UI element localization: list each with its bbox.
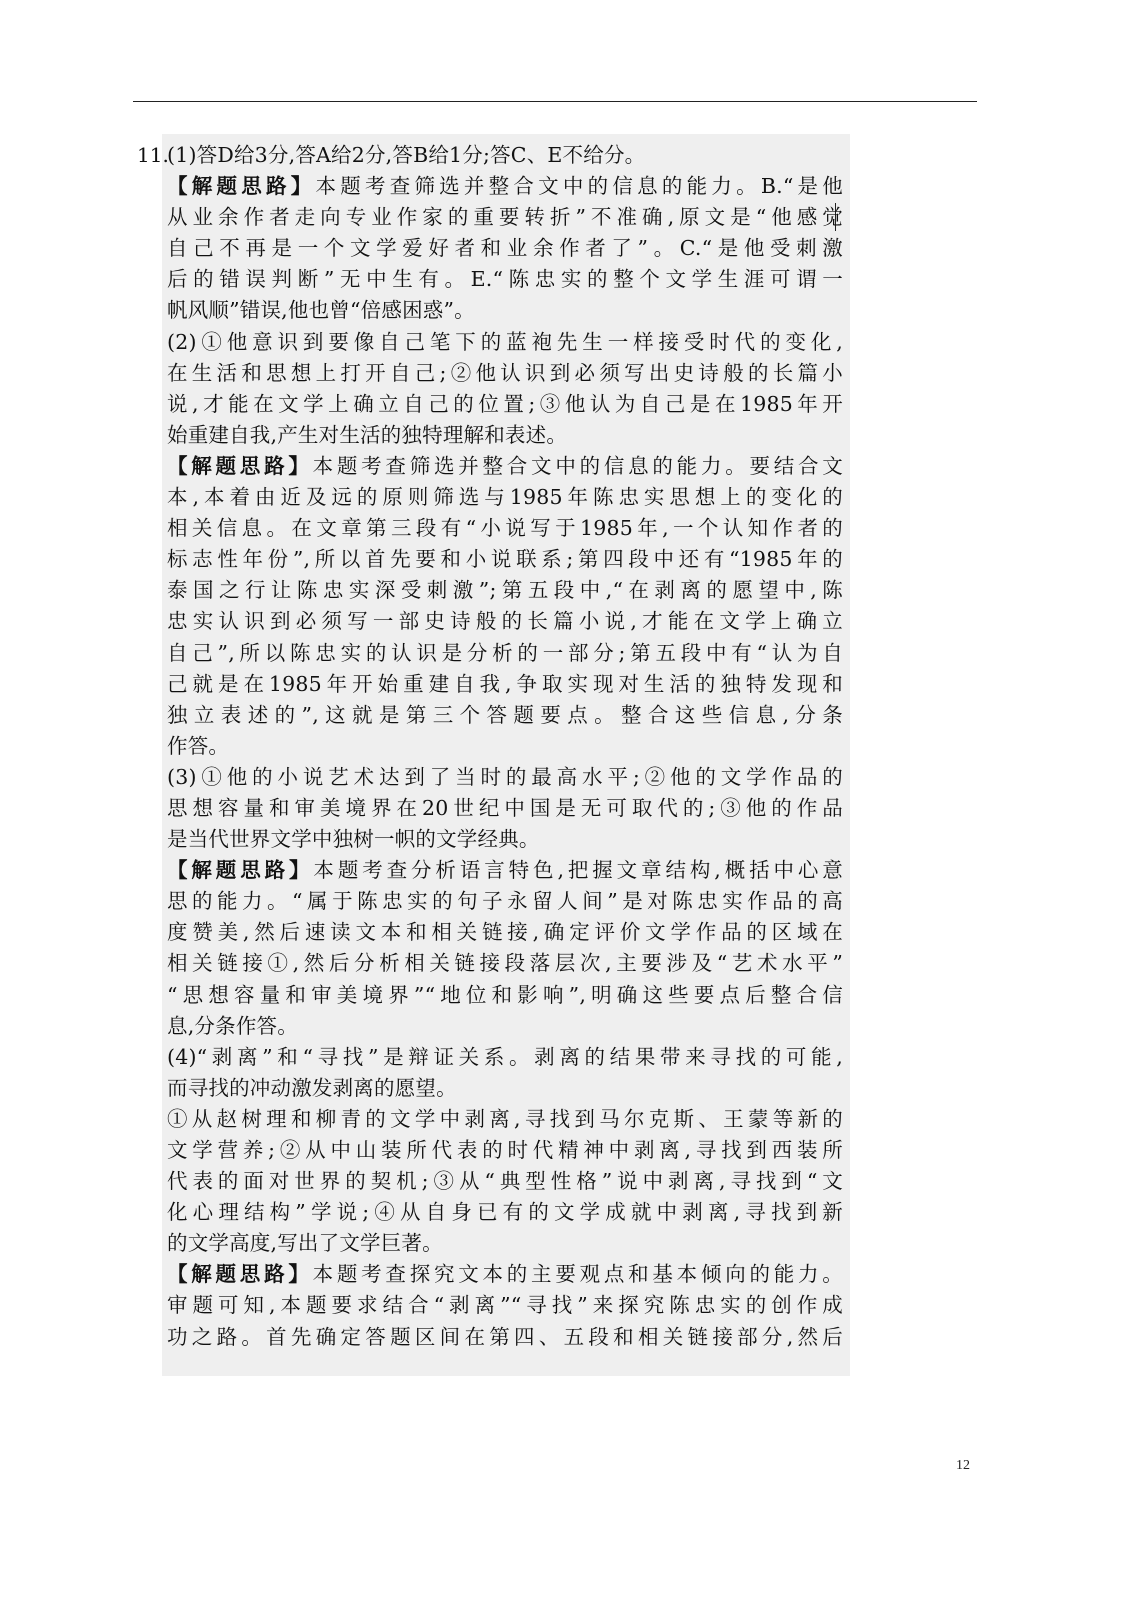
answer-line bbox=[167, 1166, 843, 1197]
answer-line bbox=[167, 1290, 843, 1321]
answer-line bbox=[167, 793, 843, 824]
answer-line-text: 功之路。首先确定答题区间在第四、五段和相关链接部分,然后 bbox=[167, 1324, 843, 1349]
answer-line bbox=[167, 451, 843, 482]
answer-line-text: 思的能力。“属于陈忠实的句子永留人间”是对陈忠实作品的高 bbox=[167, 889, 843, 914]
answer-line-text: 自己不再是一个文学爱好者和业余作者了”。C.“是他受刺激 bbox=[167, 236, 843, 261]
answer-line bbox=[167, 700, 843, 731]
answer-line bbox=[167, 482, 843, 513]
answer-line-text: 审题可知,本题要求结合“剥离”“寻找”来探究陈忠实的创作成 bbox=[167, 1293, 843, 1318]
answer-line bbox=[167, 980, 843, 1011]
answer-line-text: 后的错误判断”无中生有。E.“陈忠实的整个文学生涯可谓一 bbox=[167, 267, 843, 292]
header-rule bbox=[133, 101, 977, 102]
answer-line bbox=[167, 544, 843, 575]
analysis-heading: 【解题思路】 bbox=[167, 858, 314, 883]
question-number: 11. bbox=[137, 143, 169, 167]
answer-line-text: 己就是在1985年开始重建自我,争取实现对生活的独特发现和 bbox=[167, 671, 843, 696]
answer-line-text: (4)“剥离”和“寻找”是辩证关系。剥离的结果带来寻找的可能, bbox=[167, 1044, 843, 1069]
answer-line bbox=[167, 513, 843, 544]
answer-line bbox=[167, 1322, 843, 1353]
answer-line bbox=[167, 233, 843, 264]
answer-line-text: 息,分条作答。 bbox=[167, 1013, 298, 1038]
answer-line-text: 从业余作者走向专业作家的重要转折”不准确,原文是“他感觉 bbox=[167, 205, 843, 230]
answer-line bbox=[167, 1259, 843, 1290]
answer-line bbox=[167, 1042, 843, 1073]
answer-line bbox=[167, 606, 843, 637]
answer-line-text: 自己”,所以陈忠实的认识是分析的一部分;第五段中有“认为自 bbox=[167, 640, 843, 665]
answer-line bbox=[167, 762, 843, 793]
answer-line-text: 本题考查筛选并整合文中的信息的能力。B.“是他 bbox=[315, 174, 843, 199]
answer-line-text: 的文学高度,写出了文学巨著。 bbox=[167, 1231, 443, 1256]
answer-text-block bbox=[167, 140, 843, 1353]
answer-line bbox=[167, 1228, 843, 1259]
analysis-heading: 【解题思路】 bbox=[167, 453, 313, 478]
answer-line-text: 独立表述的”,这就是第三个答题要点。整合这些信息,分条 bbox=[167, 702, 843, 727]
answer-line bbox=[167, 638, 843, 669]
answer-line-text: 相关信息。在文章第三段有“小说写于1985年,一个认知作者的 bbox=[167, 516, 843, 541]
answer-line-text: 泰国之行让陈忠实深受刺激”;第五段中,“在剥离的愿望中,陈 bbox=[167, 578, 843, 603]
answer-line bbox=[167, 917, 843, 948]
answer-line bbox=[167, 824, 843, 855]
answer-line-text: (1)答D给3分,答A给2分,答B给1分;答C、E不给分。 bbox=[167, 143, 646, 167]
answer-line bbox=[167, 1197, 843, 1228]
answer-line-text: 在生活和思想上打开自己;②他认识到必须写出史诗般的长篇小 bbox=[167, 360, 843, 385]
answer-line-text: 本题考查分析语言特色,把握文章结构,概括中心意 bbox=[313, 858, 843, 883]
answer-line bbox=[167, 140, 843, 171]
answer-line-text: (3)①他的小说艺术达到了当时的最高水平;②他的文学作品的 bbox=[167, 764, 843, 789]
answer-line-text: 而寻找的冲动激发剥离的愿望。 bbox=[167, 1075, 457, 1100]
answer-line bbox=[167, 295, 843, 326]
answer-line bbox=[167, 171, 843, 202]
answer-line-text: (2)①他意识到要像自己笔下的蓝袍先生一样接受时代的变化, bbox=[167, 329, 843, 354]
analysis-heading: 【解题思路】 bbox=[167, 1262, 313, 1287]
answer-line-text: 说,才能在文学上确立自己的位置;③他认为自己是在1985年开 bbox=[167, 391, 843, 416]
answer-line-text: 度赞美,然后速读文本和相关链接,确定评价文学作品的区域在 bbox=[167, 920, 843, 945]
answer-line-text: ①从赵树理和柳青的文学中剥离,寻找到马尔克斯、王蒙等新的 bbox=[167, 1106, 843, 1131]
answer-line-text: 本,本着由近及远的原则筛选与1985年陈忠实思想上的变化的 bbox=[167, 485, 843, 510]
answer-line-text: 是当代世界文学中独树一帜的文学经典。 bbox=[167, 827, 540, 852]
answer-line-text: 思想容量和审美境界在20世纪中国是无可取代的;③他的作品 bbox=[167, 795, 843, 820]
answer-line bbox=[167, 358, 843, 389]
answer-line-text: 作答。 bbox=[167, 733, 230, 758]
answer-line bbox=[167, 420, 843, 451]
answer-line-text: 帆风顺”错误,他也曾“倍感困惑”。 bbox=[167, 298, 475, 323]
answer-line-text: 始重建自我,产生对生活的独特理解和表述。 bbox=[167, 422, 568, 447]
answer-line bbox=[167, 389, 843, 420]
answer-line bbox=[167, 264, 843, 295]
answer-line bbox=[167, 1073, 843, 1104]
answer-line bbox=[167, 1135, 843, 1166]
answer-line bbox=[167, 855, 843, 886]
answer-line-text: 标志性年份”,所以首先要和小说联系;第四段中还有“1985年的 bbox=[167, 547, 843, 572]
answer-line bbox=[167, 731, 843, 762]
answer-line-text: 忠实认识到必须写一部史诗般的长篇小说,才能在文学上确立 bbox=[167, 609, 843, 634]
answer-line bbox=[167, 886, 843, 917]
answer-line-text: 相关链接①,然后分析相关链接段落层次,主要涉及“艺术水平” bbox=[167, 951, 843, 976]
answer-line-text: 化心理结构”学说;④从自身已有的文学成就中剥离,寻找到新 bbox=[167, 1200, 843, 1225]
answer-line bbox=[167, 1011, 843, 1042]
answer-line-text: 代表的面对世界的契机;③从“典型性格”说中剥离,寻找到“文 bbox=[167, 1169, 843, 1194]
answer-line bbox=[167, 669, 843, 700]
answer-line bbox=[167, 948, 843, 979]
answer-line-text: 文学营养;②从中山装所代表的时代精神中剥离,寻找到西装所 bbox=[167, 1138, 843, 1162]
answer-line bbox=[167, 202, 843, 233]
answer-line bbox=[167, 327, 843, 358]
answer-line-text: 本题考查筛选并整合文中的信息的能力。要结合文 bbox=[312, 453, 843, 478]
answer-line bbox=[167, 575, 843, 606]
answer-line-text: 本题考查探究文本的主要观点和基本倾向的能力。 bbox=[312, 1262, 843, 1287]
page-number: 12 bbox=[956, 1458, 970, 1473]
answer-line bbox=[167, 1104, 843, 1135]
analysis-heading: 【解题思路】 bbox=[167, 174, 316, 199]
answer-line-text: “思想容量和审美境界”“地位和影响”,明确这些要点后整合信 bbox=[167, 982, 843, 1007]
